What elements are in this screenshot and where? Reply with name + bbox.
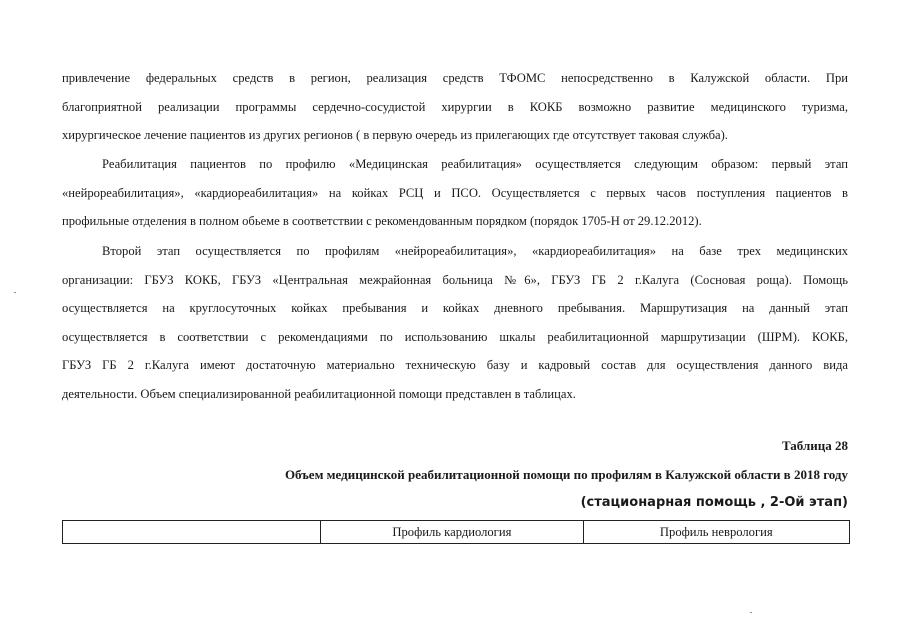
table-header-cell-neurology: Профиль неврология	[583, 521, 849, 544]
text-line: привлечение федеральных средств в регион, реализация средств ТФОМС непосредственно в Калужской области. При	[62, 71, 848, 85]
scan-speck	[750, 612, 752, 613]
text-line: профильные отделения в полном обьеме в соответствии с рекомендованным порядком (порядок 1705-Н от 29.12.2012).	[62, 214, 702, 228]
text-line: благоприятной реализации программы сердечно-сосудистой хирургии в КОКБ возможно развитие медицинского туризма,	[62, 99, 848, 114]
text-line: организации: ГБУЗ КОКБ, ГБУЗ «Центральная межрайонная больница №6», ГБУЗ ГБ 2 г.Калуга (Сосновая роща). Помощь	[62, 272, 848, 287]
table-header-cell-blank	[63, 521, 321, 544]
paragraph-rehabilitation-stage-two	[62, 237, 848, 408]
table-header-row	[63, 521, 850, 544]
text-line: ГБУЗ ГБ 2 г.Калуга имеют достаточную материально техническую базу и кадровый состав для осуществления данного вида	[62, 358, 848, 372]
table-subtitle: (стационарная помощь , 2-Ой этап)	[580, 495, 848, 510]
text-line: осуществляется в соответствии с рекомендациями по использованию шкалы реабилитационной маршрутизации (ШРМ). КОКБ,	[62, 329, 848, 344]
text-line: Реабилитация пациентов по профилю «Медицинская реабилитация» осуществляется следующим образом: первый этап	[102, 157, 848, 171]
table-number-label: Таблица 28	[781, 438, 848, 453]
paragraph-federal-funding	[62, 64, 848, 150]
text-line: «нейрореабилитация», «кардиореабилитация» на койках РСЦ и ПСО. Осуществляется с первых часов поступления пациентов в	[62, 185, 848, 200]
text-line: осуществляется на круглосуточных койках пребывания и койках дневного пребывания. Маршрутизация на данный этап	[62, 301, 848, 315]
text-line: Второй этап осуществляется по профилям «нейрореабилитация», «кардиореабилитация» на базе трех медицинских	[102, 244, 848, 258]
paragraph-rehabilitation-stage-one	[62, 150, 848, 236]
table-header-cell-cardiology: Профиль кардиология	[321, 521, 583, 544]
text-line: деятельности. Объем специализированной реабилитационной помощи представлен в таблицах.	[62, 386, 576, 401]
scan-speck	[14, 292, 16, 293]
table-title: Объем медицинской реабилитационной помощи по профилям в Калужской области в 2018 году	[284, 467, 848, 482]
rehabilitation-volume-table	[62, 520, 850, 544]
text-line: хирургическое лечение пациентов из других регионов ( в первую очередь из прилегающих где отсутствует таковая служба).	[62, 128, 728, 142]
